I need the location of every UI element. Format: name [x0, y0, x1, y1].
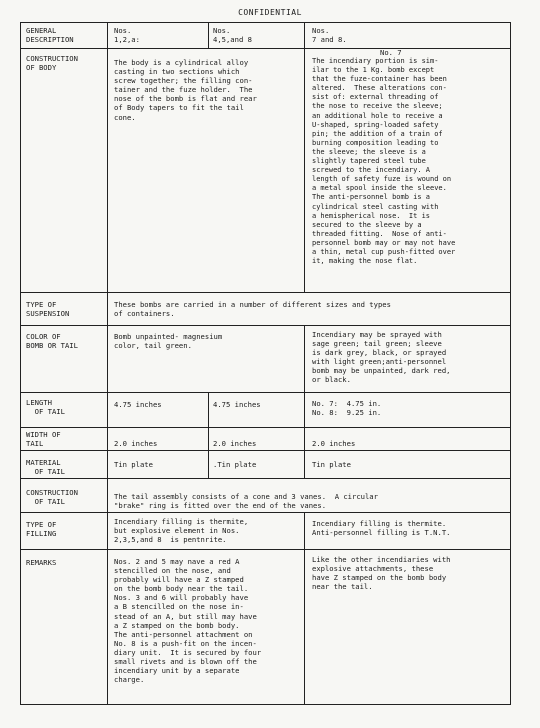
- width-of-tail-col3: 2.0 inches: [312, 439, 356, 448]
- row-label-type-of-suspension: TYPE OF SUSPENSION: [26, 300, 70, 319]
- row-label-general-description: GENERAL DESCRIPTION: [26, 26, 74, 45]
- material-of-tail-col3: Tin plate: [312, 460, 351, 469]
- remarks-col3: Like the other incendiaries with explosive attachments, these have Z stamped on the bomb body near the tail.: [312, 555, 451, 592]
- row-label-length-of-tail: LENGTH OF TAIL: [26, 398, 65, 417]
- length-of-tail-col1: 4.75 inches: [114, 400, 162, 409]
- page-header: CONFIDENTIAL: [238, 8, 302, 17]
- row-label-construction-of-tail: CONSTRUCTION OF TAIL: [26, 488, 78, 507]
- length-of-tail-col2: 4.75 inches: [213, 400, 261, 409]
- row-label-material-of-tail: MATERIAL OF TAIL: [26, 458, 65, 477]
- type-of-suspension-text: These bombs are carried in a number of different sizes and types of containers.: [114, 300, 391, 319]
- construction-of-tail-text: The tail assembly consists of a cone and 3 vanes. A circular "brake" ring is fitted over the end of the vanes.: [114, 492, 378, 511]
- material-of-tail-col1: Tin plate: [114, 460, 153, 469]
- row-label-width-of-tail: WIDTH OF TAIL: [26, 430, 61, 449]
- construction-of-body-col1: The body is a cylindrical alloy casting in two sections which screw together; the filling con- tainer and the fuze holder. The nose of the bomb is flat and rear of Body tapers to fit the tail cone.: [114, 58, 257, 122]
- general-description-col2: Nos. 4,5,and 8: [213, 26, 252, 45]
- width-of-tail-col1: 2.0 inches: [114, 439, 158, 448]
- row-label-remarks: REMARKS: [26, 558, 57, 567]
- type-of-filling-col3: Incendiary filling is thermite. Anti-personnel filling is T.N.T.: [312, 519, 451, 538]
- length-of-tail-col3: No. 7: 4.75 in. No. 8: 9.25 in.: [312, 399, 382, 418]
- row-label-construction-of-body: CONSTRUCTION OF BODY: [26, 54, 78, 73]
- bomb-data-table: [20, 22, 528, 712]
- material-of-tail-col2: .Tin plate: [213, 460, 257, 469]
- general-description-col3: Nos. 7 and 8.: [312, 26, 347, 45]
- remarks-col12: Nos. 2 and 5 may nave a red A stencilled on the nose, and probably will have a Z stamped on the bomb body near the tail. Nos. 3 and 6 will probably have a B stencilled on the nose in- stead of an A, but still may have a Z stamped on the bomb body. The anti-personnel attachment on No. 8 is a push-fit on the incen- diary unit. It is secured by four small rivets and is blown off the incendiary unit by a separate charge.: [114, 557, 262, 685]
- row-label-type-of-filling: TYPE OF FILLING: [26, 520, 57, 539]
- construction-of-body-col3-heading: No. 7: [380, 48, 402, 57]
- width-of-tail-col2: 2.0 inches: [213, 439, 257, 448]
- type-of-filling-col12: Incendiary filling is thermite, but explosive element in Nos. 2,3,5,and 8 is pentnrite.: [114, 517, 249, 545]
- general-description-col1: Nos. 1,2,a:: [114, 26, 140, 45]
- color-of-bomb-col12: Bomb unpainted- magnesium color, tail green.: [114, 332, 223, 351]
- construction-of-body-col3: The incendiary portion is sim- ilar to the 1 Kg. bomb except that the fuze-container has been altered. These alterations con- sist of: external threading of the nose to receive the sleeve; an additional hole to receive a U-shaped, spring-loaded safety pin; the addition of a train of burning composition leading to the sleeve; the sleeve is a slightly tapered steel tube screwed to the incendiary. A length of safety fuze is wound on a metal spool inside the sleeve. The anti-personnel bomb is a cylindrical steel casting with a hemispherical nose. It is secured to the sleeve by a threaded fitting. Nose of anti- personnel bomb may or may not have a thin, metal cup push-fitted over it, making the nose flat.: [312, 57, 456, 266]
- row-label-color-of-bomb: COLOR OF BOMB OR TAIL: [26, 332, 78, 351]
- color-of-bomb-col3: Incendiary may be sprayed with sage green; tail green; sleeve is dark grey, black, or sprayed with light green;anti-personnel bomb may be unpainted, dark red, or black.: [312, 330, 451, 385]
